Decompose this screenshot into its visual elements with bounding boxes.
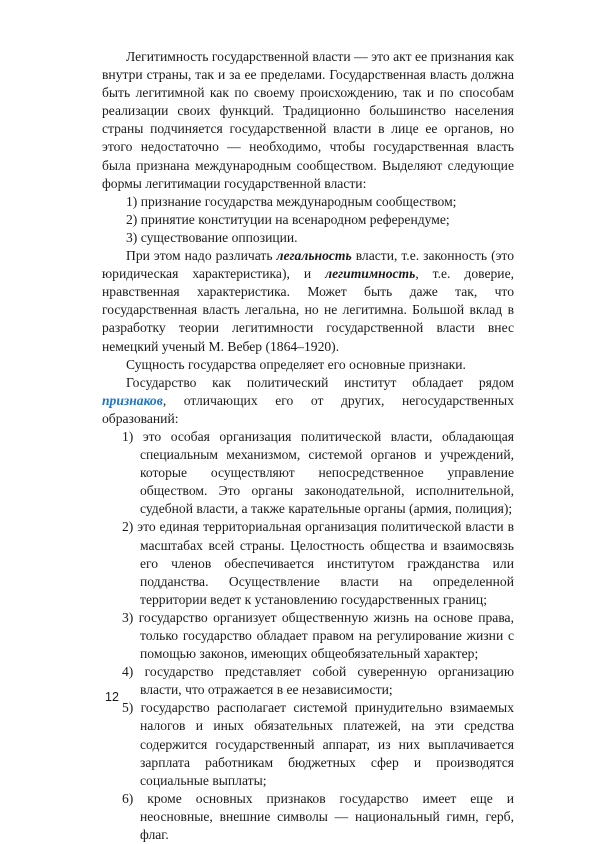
list-item: 2) принятие конституции на всенародном референдуме; xyxy=(126,211,450,227)
paragraph-features-intro: Государство как политический институт обладает рядом признаков, отличающих его от других, негосударственных образований: xyxy=(102,374,514,426)
term-legitimacy: легитимность xyxy=(325,266,416,282)
paragraph-essence: Сущность государства определяет его основные признаки. xyxy=(126,356,466,372)
legitimation-forms-list xyxy=(102,193,514,247)
term-legality: легальность xyxy=(276,248,352,264)
paragraph-legality: При этом надо различать легальность власти, т.е. законность (это юридическая характеристика), и легитимность, т.е. доверие, нравственная характеристика. Может быть даже так, что государственная власть легальна, но не легитимна. Большой вклад в разработку теории легитимности государственной власти внес немецкий ученый М. Вебер (1864–1920). xyxy=(102,248,514,354)
list-item: 5) государство располагает системой принудительно взимаемых налогов и иных обязательных платежей, на эти средства содержится государственный аппарат, из них выплачивается зарплата работникам бюджетных сфер и производятся социальные выплаты; xyxy=(122,700,514,788)
paragraph-legitimacy: Легитимность государственной власти — это акт ее признания как внутри страны, так и за ее пределами. Государственная власть должна быть легитимной как по своему происхождению, так и по способам реализации своих функций. Традиционно большинство населения страны подчиняется государственной власти в лице ее органов, но этого недостаточно — необходимо, чтобы государственная власть была признана международным сообществом. Выделяют следующие формы легитимации государственной власти: xyxy=(102,49,514,191)
list-item: 3) государство организует общественную жизнь на основе права, только государство обладает правом на регулирование жизни с помощью законов, имеющих общеобязательный характер; xyxy=(122,609,514,662)
list-item: 3) существование оппозиции. xyxy=(126,229,298,245)
page-number: 12 xyxy=(105,690,119,704)
link-features[interactable]: признаков xyxy=(102,392,163,408)
page-body xyxy=(102,48,514,844)
list-item: 2) это единая территориальная организация политической власти в масштабах всей страны. Целостность общества и взаимосвязь его членов обеспечивается институтом гражданства или подданства. Осуществление власти на определенной территории ведет к установлению государственных границ; xyxy=(122,519,514,607)
list-item: 6) кроме основных признаков государство имеет еще и неосновные, внешние символы — национальный гимн, герб, флаг. xyxy=(122,790,514,843)
list-item: 1) признание государства международным сообществом; xyxy=(126,193,457,209)
state-features-list xyxy=(102,428,514,844)
list-item: 4) государство представляет собой суверенную организацию власти, что отражается в ее независимости; xyxy=(122,664,514,698)
list-item: 1) это особая организация политической власти, обладающая специальным механизмом, системой органов и учреждений, которые осуществляют непосредственное управление обществом. Это органы законодательной, исполнительной, судебной власти, а также карательные органы (армия, полиция); xyxy=(122,428,514,517)
